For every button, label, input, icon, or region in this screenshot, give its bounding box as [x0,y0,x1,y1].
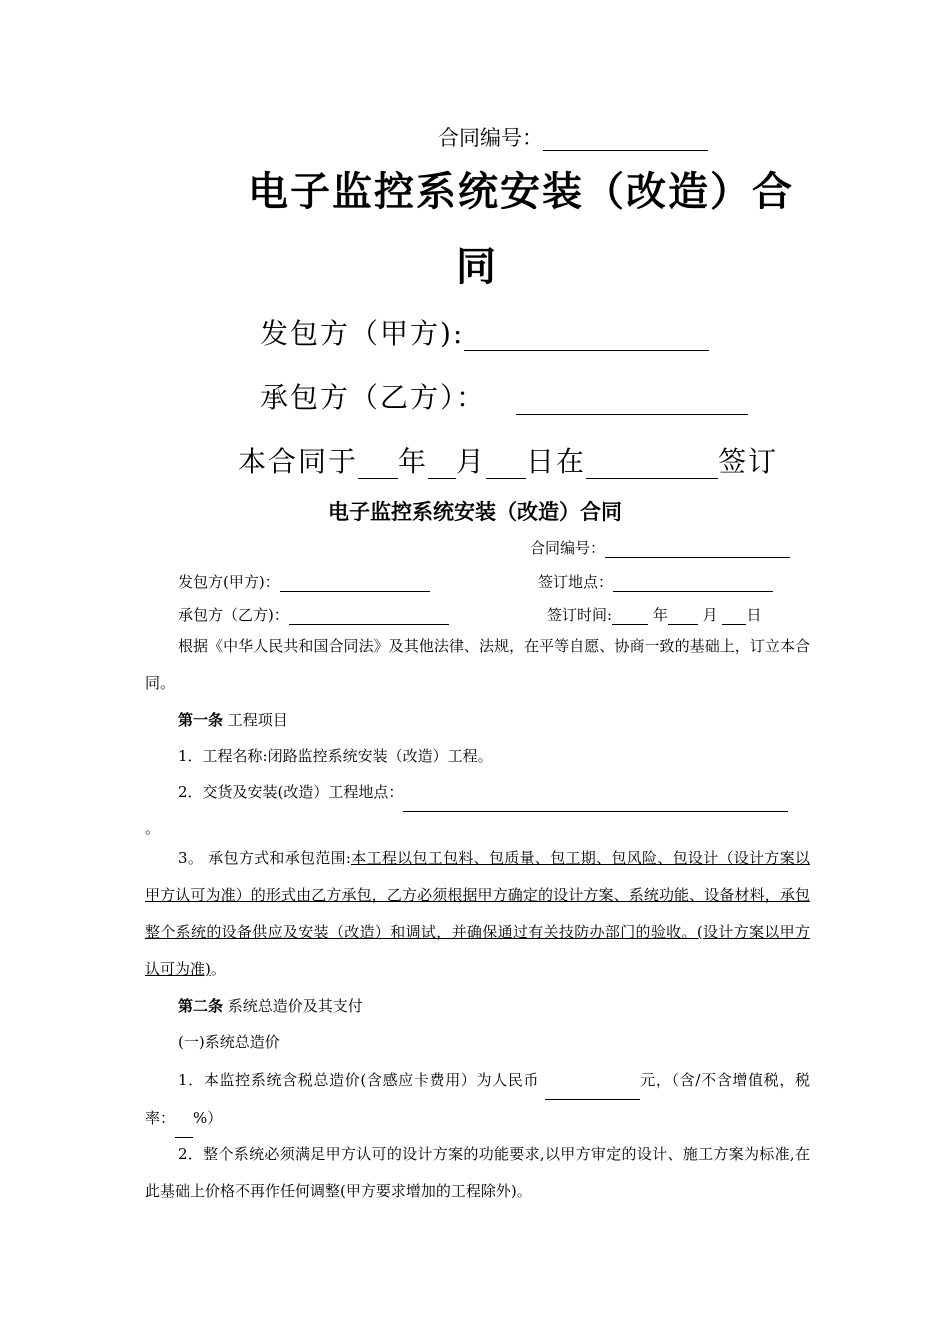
intro-paragraph: 根据《中华人民共和国合同法》及其他法律、法规，在平等自愿、协商一致的基础上，订立本合同。 [145,637,810,692]
item-3-end: 。 [210,960,226,978]
body-sign-place [538,571,773,592]
cover-sign-month-blank[interactable] [428,445,456,479]
cover-sign-day-blank[interactable] [486,445,526,479]
cover-sign-day: 日在 [526,445,587,478]
body-contract-number [530,537,790,558]
cover-sign-month: 月 [456,445,487,478]
item-2-label: 2．交货及安装(改造）工程地点： [178,783,404,801]
price-text-a: 1．本监控系统含税总造价(含感应卡费用）为人民币 [178,1071,540,1089]
cover-party-b-blank[interactable] [516,381,748,415]
cover-sign-year: 年 [398,445,429,478]
cover-sign-year-blank[interactable] [358,445,398,479]
cover-party-b-label: 承包方（乙方）： [260,381,487,414]
body-contract-number-label: 合同编号： [530,539,606,557]
article-2-heading [145,988,810,1025]
cover-contract-number-blank[interactable] [543,126,708,151]
item-2-address-blank[interactable] [403,774,788,812]
article-1-heading [145,702,810,739]
cover-sign-place-blank[interactable] [586,445,718,479]
cover-sign-suffix: 签订 [718,445,779,478]
cover-signing-line [238,440,778,480]
article-1-number: 第一条 [178,711,224,729]
cover-party-b [260,376,748,416]
cover-party-a-label: 发包方（甲方): [260,317,465,350]
cover-title-line1: 电子监控系统安装（改造）合 [248,168,794,215]
body-sign-year-blank[interactable] [612,606,648,625]
body-sign-time [547,604,761,625]
cover-party-a [260,312,709,352]
body-sign-year: 年 [652,606,668,624]
tax-rate-blank[interactable] [175,1100,193,1138]
body-sign-time-label: 签订时间: [547,606,613,624]
cover-contract-number [438,122,708,152]
body-party-a [178,571,430,592]
item-3 [145,840,810,988]
price-amount-blank[interactable] [545,1062,640,1100]
body-party-a-blank[interactable] [280,573,430,592]
item-2-end: 。 [145,819,161,837]
price-text-c: %） [193,1109,223,1127]
article-2-title: 系统总造价及其支付 [227,997,363,1015]
sub-section-1: (一)系统总造价 [178,1033,280,1051]
body-party-a-label: 发包方(甲方)： [178,573,280,591]
item-3-text: 本工程以包工包料、包质量、包工期、包风险、包设计（设计方案以甲方认可为准）的形式由乙方承包，乙方必须根据甲方确定的设计方案、系统功能、设备材料，承包整个系统的设备供应及安装（改造）和调试，并确保通过有关技防办部门的验收。(设计方案以甲方认可为准) [145,849,810,978]
body-sign-place-label: 签订地点： [538,573,614,591]
body-title: 电子监控系统安装（改造）合同 [328,499,622,524]
body-sign-month-blank[interactable] [668,606,698,625]
cover-title-line2: 同 [456,243,496,290]
item-2 [145,774,810,812]
cover-sign-prefix: 本合同于 [238,445,359,478]
item-1: 1．工程名称:闭路监控系统安装（改造）工程。 [178,747,493,765]
body-contract-number-blank[interactable] [605,539,790,558]
price-item-2: 2．整个系统必须满足甲方认可的设计方案的功能要求,以甲方审定的设计、施工方案为标准,在此基础上价格不再作任何调整(甲方要求增加的工程除外)。 [145,1145,810,1200]
body-party-b-blank[interactable] [289,606,449,625]
item-3-label: 3。 承包方式和承包范围: [178,849,351,867]
body-sign-day: 日 [746,606,762,624]
cover-party-a-blank[interactable] [464,317,709,351]
article-2-number: 第二条 [178,997,224,1015]
body-sign-month: 月 [702,606,718,624]
price-item-1 [145,1062,810,1138]
body-sign-place-blank[interactable] [613,573,773,592]
cover-contract-number-label: 合同编号： [438,126,543,150]
price-text-b: 元，（含/不含增值税，税率： [145,1071,810,1127]
body-party-b-label: 承包方（乙方)： [178,606,289,624]
article-1-title: 工程项目 [227,711,288,729]
body-sign-day-blank[interactable] [722,606,746,625]
body-party-b [178,604,449,625]
